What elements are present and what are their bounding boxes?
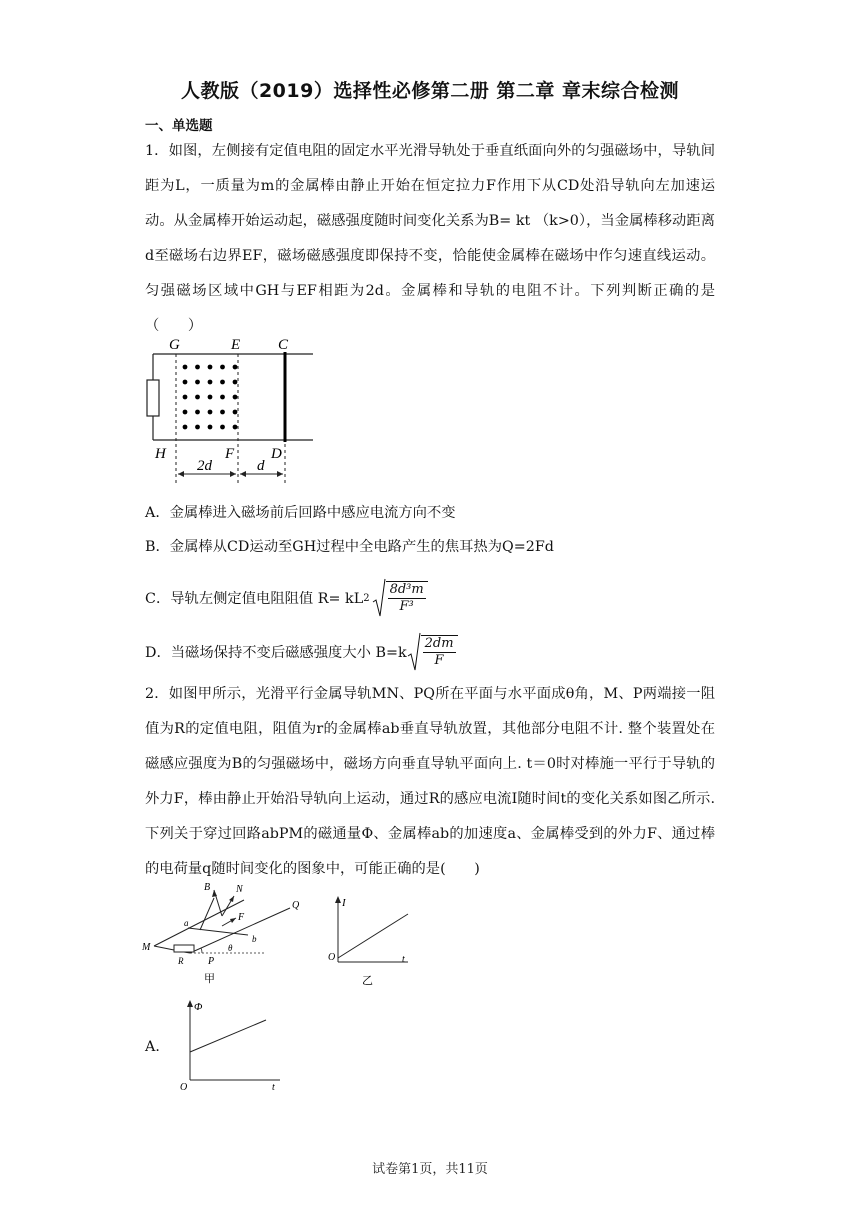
field-dot (183, 410, 188, 415)
yi-label-O: O (328, 952, 336, 963)
label-G: G (169, 337, 180, 353)
q1-option-c-num: 8d³m (389, 582, 424, 597)
field-dot (195, 380, 200, 385)
q1-option-c-den: F³ (399, 599, 414, 614)
jia-label-F: F (238, 912, 245, 923)
field-dot (208, 410, 213, 415)
q1-option-a[interactable]: A．金属棒进入磁场前后回路中感应电流方向不变 (145, 505, 456, 521)
field-dot (233, 425, 238, 430)
q1-option-c[interactable] (145, 578, 428, 618)
q1-option-c-prefix: C．导轨左侧定值电阻阻值 R= kL (145, 591, 364, 607)
page-title: 人教版（2019）选择性必修第二册 第二章 章末综合检测 (180, 80, 680, 102)
label-2d: 2d (197, 458, 212, 474)
q1-option-d-num: 2dm (424, 636, 454, 651)
field-dot (183, 395, 188, 400)
field-dot (220, 380, 225, 385)
page-footer: 试卷第1页，共11页 (372, 1162, 488, 1177)
field-dot (233, 395, 238, 400)
field-dot (220, 395, 225, 400)
q1-figure-rails (143, 334, 323, 484)
field-dot (195, 395, 200, 400)
q2-option-a-label[interactable]: A． (145, 1039, 170, 1055)
jia-label-theta: θ (228, 943, 233, 953)
sqrt-icon (407, 632, 421, 672)
q1-option-d-den: F (434, 653, 444, 668)
yi-caption: 乙 (362, 975, 373, 987)
field-dot (208, 365, 213, 370)
yi-label-t: t (402, 954, 405, 965)
q2-option-a-graph[interactable] (172, 992, 282, 1092)
jia-label-B: B (204, 882, 211, 893)
field-dot (220, 365, 225, 370)
q1-option-d-prefix: D．当磁场保持不变后磁感强度大小 B=k (145, 645, 407, 661)
q1-option-b[interactable]: B．金属棒从CD运动至GH过程中全电路产生的焦耳热为Q=2Fd (145, 539, 554, 555)
jia-label-b: b (252, 934, 257, 944)
q1-option-d[interactable] (145, 632, 458, 672)
section-heading: 一、单选题 (145, 118, 213, 134)
jia-label-P: P (208, 956, 215, 967)
sqrt-icon (372, 578, 386, 618)
graph-a-label-phi: Φ (194, 1001, 203, 1013)
field-dot (233, 380, 238, 385)
field-dot (208, 395, 213, 400)
jia-label-R: R (178, 956, 184, 966)
field-dot (183, 365, 188, 370)
yi-label-I: I (342, 897, 346, 909)
field-dot (208, 425, 213, 430)
graph-a-label-t: t (272, 1082, 275, 1092)
label-D: D (271, 446, 282, 462)
label-F: F (225, 446, 235, 462)
label-H: H (155, 446, 166, 462)
label-C: C (278, 337, 289, 353)
question-1-text: 1．如图，左侧接有定值电阻的固定水平光滑导轨处于垂直纸面向外的匀强磁场中，导轨间距为L，一质量为m的金属棒由静止开始在恒定拉力F作用下从CD处沿导轨向左加速运动。从金属棒开始运动起，磁感强度随时间变化关系为B= kt （k>0），当金属棒移动距离d至磁场右边界EF，磁场磁感强度即保持不变，恰能使金属棒在磁场中作匀速直线运动。匀强磁场区域中GH与EF相距为2d。金属棒和导轨的电阻不计。下列判断正确的是（ ） (145, 143, 715, 334)
field-dot (208, 380, 213, 385)
resistor-icon (147, 380, 159, 416)
field-dot (220, 425, 225, 430)
field-dot (195, 425, 200, 430)
q2-figure-jia (140, 878, 310, 988)
q1-option-c-sup: 2 (363, 592, 370, 604)
label-d: d (257, 458, 265, 474)
field-dot (195, 365, 200, 370)
graph-a-label-O: O (180, 1082, 188, 1092)
field-dot (183, 425, 188, 430)
jia-label-M: M (142, 942, 151, 953)
jia-caption: 甲 (204, 973, 215, 985)
field-dot (233, 365, 238, 370)
field-dot (220, 410, 225, 415)
field-dot (233, 410, 238, 415)
jia-label-N: N (236, 884, 243, 895)
jia-label-Q: Q (292, 900, 300, 911)
label-E: E (231, 337, 241, 353)
jia-label-a: a (184, 918, 189, 928)
q2-figure-yi (322, 890, 412, 990)
field-dot (183, 380, 188, 385)
field-dot (195, 410, 200, 415)
question-2-text: 2．如图甲所示，光滑平行金属导轨MN、PQ所在平面与水平面成θ角，M、P两端接一阻值为R的定值电阻，阻值为r的金属棒ab垂直导轨放置，其他部分电阻不计. 整个装置处在磁感应强度为B的匀强磁场中，磁场方向垂直导轨平面向上. t＝0时对棒施一平行于导轨的外力F，棒由静止开始沿导轨向上运动，通过R的感应电流I随时间t的变化关系如图乙所示. 下列关于穿过回路abPM的磁通量Φ、金属棒ab的加速度a、金属棒受到的外力F、通过棒的电荷量q随时间变化的图象中，可能正确的是( ) (145, 686, 715, 877)
